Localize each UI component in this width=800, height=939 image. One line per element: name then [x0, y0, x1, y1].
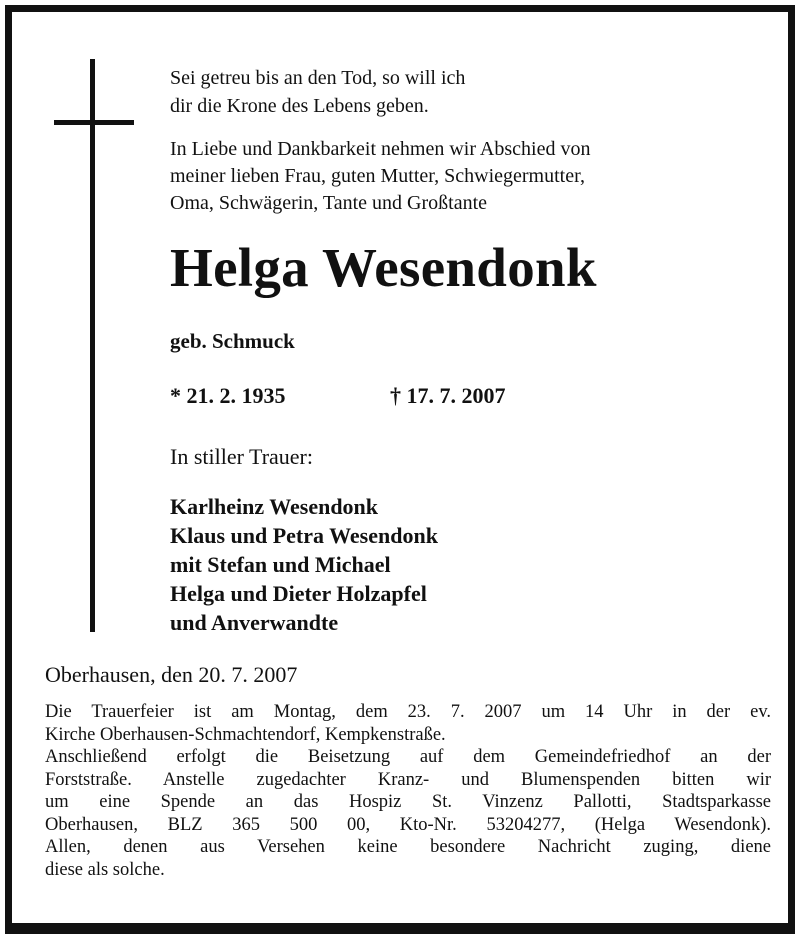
cross-icon-vertical-bar	[90, 59, 95, 632]
notice-line: Die Trauerfeier ist am Montag, dem 23. 7. 2007 um 14 Uhr in der ev.	[45, 702, 771, 722]
farewell-text	[170, 136, 590, 217]
farewell-line: meiner lieben Frau, guten Mutter, Schwiegermutter,	[170, 165, 585, 187]
mourner-name: Karlheinz Wesendonk	[170, 494, 379, 519]
birth-date: * 21. 2. 1935	[170, 383, 286, 408]
obituary-frame	[5, 5, 795, 934]
mourner-name: mit Stefan und Michael	[170, 552, 391, 577]
mourners-list	[170, 492, 438, 637]
maiden-name: geb. Schmuck	[170, 329, 295, 353]
notice-line: Kirche Oberhausen-Schmachtendorf, Kempkenstraße.	[45, 724, 446, 745]
notice-line: diese als solche.	[45, 859, 165, 880]
farewell-line: In Liebe und Dankbarkeit nehmen wir Abschied von	[170, 138, 591, 160]
mourner-name: Helga und Dieter Holzapfel	[170, 581, 427, 606]
mourner-name: Klaus und Petra Wesendonk	[170, 523, 438, 548]
place-and-date: Oberhausen, den 20. 7. 2007	[45, 662, 298, 687]
funeral-notice	[45, 701, 771, 881]
bible-verse	[170, 64, 465, 120]
notice-line: Anschließend erfolgt die Beisetzung auf dem Gemeindefriedhof an der	[45, 747, 771, 767]
notice-line: Allen, denen aus Versehen keine besondere Nachricht zuging, diene	[45, 837, 771, 857]
verse-line: dir die Krone des Lebens geben.	[170, 95, 429, 117]
verse-line: Sei getreu bis an den Tod, so will ich	[170, 67, 466, 89]
farewell-line: Oma, Schwägerin, Tante und Großtante	[170, 192, 488, 214]
mourning-heading: In stiller Trauer:	[170, 444, 313, 469]
death-date: † 17. 7. 2007	[390, 383, 506, 408]
life-dates	[170, 380, 590, 412]
notice-line: Oberhausen, BLZ 365 500 00, Kto-Nr. 53204277, (Helga Wesendonk).	[45, 814, 771, 835]
cross-icon-horizontal-bar	[54, 120, 134, 125]
notice-line: Forststraße. Anstelle zugedachter Kranz- und Blumenspenden bitten wir	[45, 769, 771, 790]
deceased-name: Helga Wesendonk	[170, 237, 597, 298]
mourner-name: und Anverwandte	[170, 610, 339, 635]
notice-line: um eine Spende an das Hospiz St. Vinzenz Pallotti, Stadtsparkasse	[45, 792, 771, 812]
